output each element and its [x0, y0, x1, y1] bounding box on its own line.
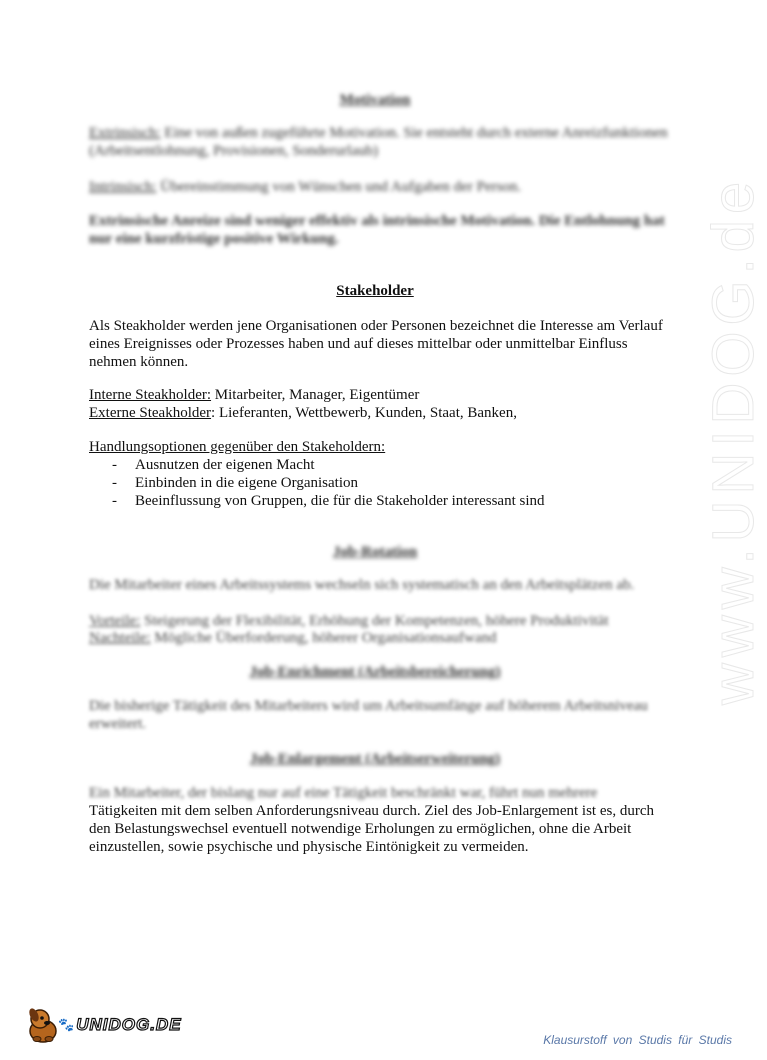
paw-icon: 🐾 [58, 1017, 75, 1032]
options-list [112, 456, 545, 510]
watermark: www.UNIDOG.de [701, 175, 766, 705]
extrinsic-label: Extrinsisch: [89, 125, 161, 141]
stakeholder-intro: Als Steakholder werden jene Organisationen oder Personen bezeichnet die Interesse am Verlauf eines Ereignisses oder Prozesses haben und auf dieses mittelbar oder unmittelbar Einfluss nehmen können. [89, 318, 663, 370]
external-text: : Lieferanten, Wettbewerb, Kunden, Staat, Banken, [211, 405, 517, 421]
dog-icon [26, 1005, 60, 1045]
job-rotation-con: Nachteile: Mögliche Überforderung, höherer Organisationsaufwand [89, 630, 497, 646]
motivation-intrinsic [89, 178, 669, 196]
external-label: Externe Steakholder [89, 405, 212, 421]
motivation-extrinsic [89, 124, 669, 160]
logo-text: UNIDOG.DE [76, 1015, 182, 1034]
options-label: Handlungsoptionen gegenüber den Stakeholdern: [89, 439, 386, 455]
list-item: - Ausnutzen der eigenen Macht [112, 457, 315, 473]
job-rotation-text: Die Mitarbeiter eines Arbeitssystems wechseln sich systematisch an den Arbeitsplätzen ab. [89, 577, 635, 593]
internal-label: Interne Steakholder: [89, 387, 212, 403]
extrinsic-text: Eine von außen zugeführte Motivation. Sie entsteht durch externe Anreizfunktionen (Arbeitsentlohnung, Provisionen, Sonderurlaub) [89, 125, 668, 159]
stakeholder-external [89, 404, 669, 422]
job-enrichment-heading: Job-Enrichment (Arbeitsbereicherung) [249, 664, 501, 680]
intrinsic-label: Intrinsisch: [89, 179, 157, 195]
footer-tagline: Klausurstoff von Studis für Studis [543, 1033, 732, 1047]
stakeholder-internal [89, 386, 669, 404]
job-enrichment-text: Die bisherige Tätigkeit des Mitarbeiters wird um Arbeitsumfänge auf höherem Arbeitsniveau erweitert. [89, 698, 648, 732]
intrinsic-text: Übereinstimmung von Wünschen und Aufgaben der Person. [156, 179, 522, 195]
motivation-heading: Motivation [339, 92, 411, 108]
stakeholder-heading: Stakeholder [336, 283, 414, 299]
internal-text: Mitarbeiter, Manager, Eigentümer [211, 387, 420, 403]
job-enlargement-first-line: Ein Mitarbeiter, der bislang nur auf eine Tätigkeit beschränkt war, führt nun mehrere [89, 785, 598, 801]
job-enlargement-heading: Job-Enlargement (Arbeitserweiterung) [249, 751, 501, 767]
job-enlargement-text: Tätigkeiten mit dem selben Anforderungsniveau durch. Ziel des Job-Enlargement ist es, durch den Belastungswechsel eventuell notwendige Erholungen zu ermöglichen, ohne die Arbeit einzustellen, sowie psychische und physische Eintönigkeit zu vermeiden. [89, 803, 654, 855]
job-rotation-pro: Vorteile: Steigerung der Flexibilität, Erhöhung der Kompetenzen, höhere Produktivität [89, 613, 609, 629]
job-rotation-heading: Job-Rotation [332, 544, 418, 560]
list-item: - Beeinflussung von Gruppen, die für die Stakeholder interessant sind [112, 493, 545, 509]
unidog-logo[interactable] [26, 1005, 182, 1045]
list-item: - Einbinden in die eigene Organisation [112, 475, 359, 491]
motivation-note: Extrinsische Anreize sind weniger effektiv als intrinsische Motivation. Die Entlohnung hat nur eine kurzfristige positive Wirkung. [89, 213, 665, 247]
